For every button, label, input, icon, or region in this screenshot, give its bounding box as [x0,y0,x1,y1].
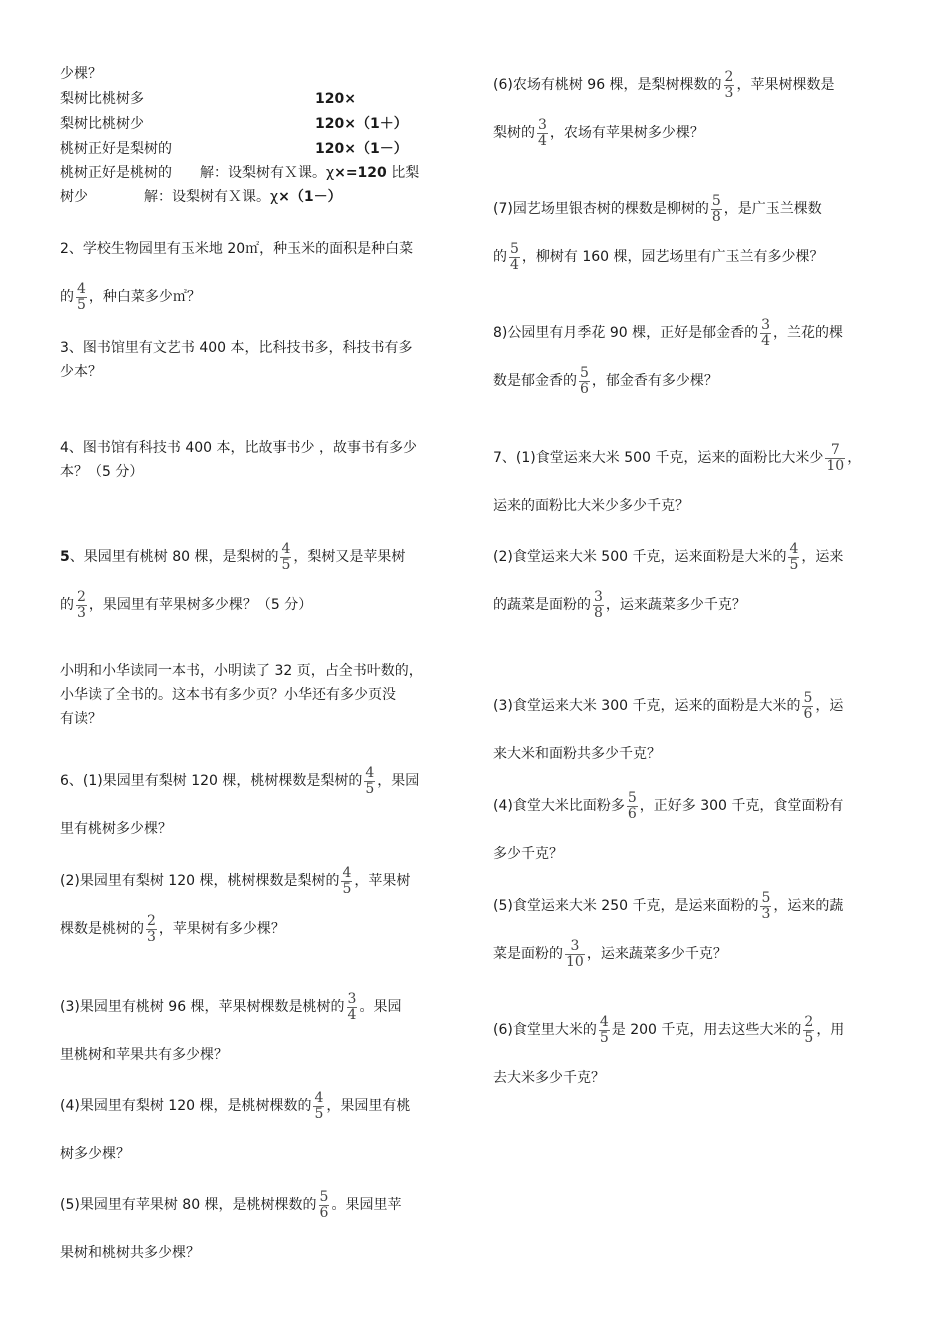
row-label: 梨树比桃树多 [60,91,144,107]
question-7-1: 7、(1)食堂运来大米 500 千克，运来的面粉比大米少 $\frac{7}{10}$ ， 运来的面粉比大米少多少千克？ [493,441,862,514]
fraction: $\frac{5}{6}$ [580,364,589,397]
question-2: 2、学校生物园里有玉米地 20㎡，种玉米的面积是种白菜 的 $\frac{4}{5}$ ，种白菜多少㎡？ [60,241,414,313]
question-7-6: (6)食堂里大米的 $\frac{4}{5}$ 是 200 千克，用去这些大米的 $\frac{2}{5}$ ，用 去大米多少千克？ [493,1013,845,1086]
fraction: $\frac{3}{10}$ [566,937,584,970]
row-label: 梨树比桃树少 [60,116,144,132]
question-7-2: (2)食堂运来大米 500 千克，运来面粉是大米的 $\frac{4}{5}$ ，运来 的蔬菜是面粉的 $\frac{3}{8}$ ，运来蔬菜多少千克？ [493,540,844,621]
fraction: $\frac{5}{6}$ [627,789,637,822]
question-6-3: (3)果园里有桃树 96 棵，苹果树棵数是桃树的 $\frac{3}{4}$ 。果园 里桃树和苹果共有多少棵？ [60,990,402,1063]
fraction: $\frac{5}{4}$ [510,240,519,273]
row-expression: 120×（1＋） [315,116,408,132]
fraction: $\frac{3}{4}$ [538,116,547,149]
row-expression: 120× [315,91,356,107]
fraction: $\frac{5}{6}$ [803,689,813,722]
fraction: $\frac{2}{5}$ [804,1013,814,1046]
row-expression: 120×（1－） [315,141,408,157]
fraction: $\frac{4}{5}$ [314,1089,324,1122]
question-6-2: (2)果园里有梨树 120 棵，桃树棵数是梨树的 $\frac{4}{5}$ ，苹果树 棵数是桃树的 $\frac{2}{3}$ ，苹果树有多少棵？ [60,864,411,945]
xiaoming-question: 小明和小华读同一本书，小明读了 32 页，占全书叶数的， 小华读了全书的。这本书有多少页？小华还有多少页没 有读？ [60,663,423,727]
text-line: 桃树正好是桃树的 解：设梨树有Ｘ课。χ×=120 比梨 [60,165,420,181]
question-8: 8)公园里有月季花 90 棵，正好是郁金香的 $\frac{3}{4}$ ，兰花的棵 数是郁金香的 $\frac{5}{6}$ ，郁金香有多少棵？ [493,316,844,397]
text-line: 树少 解：设梨树有Ｘ课。χ×（1－） [60,189,342,205]
fraction: $\frac{2}{3}$ [147,912,156,945]
fraction: $\frac{3}{8}$ [594,588,603,621]
question-5: 5、果园里有桃树 80 棵，是梨树的 $\frac{4}{5}$ ，梨树又是苹果树 的 $\frac{2}{3}$ ，果园里有苹果树多少棵？（5 分） [60,540,406,621]
fraction: $\frac{2}{3}$ [77,588,86,621]
question-6-7: (7)园艺场里银杏树的棵数是柳树的 $\frac{5}{8}$ ，是广玉兰棵数 的 $\frac{5}{4}$ ，柳树有 160 棵，园艺场里有广玉兰有多少棵？ [493,192,824,273]
fraction: $\frac{2}{3}$ [724,68,734,101]
question-6-6: (6)农场有桃树 96 棵，是梨树棵数的 $\frac{2}{3}$ ，苹果树棵数是 梨树的 $\frac{3}{4}$ ，农场有苹果树多少棵？ [493,68,835,149]
fraction: $\frac{5}{8}$ [711,192,721,225]
fraction: $\frac{5}{3}$ [761,889,771,922]
fraction: $\frac{7}{10}$ [826,441,845,474]
fraction: $\frac{3}{4}$ [347,990,357,1023]
fraction: $\frac{3}{4}$ [761,316,771,349]
fraction: $\frac{4}{5}$ [77,280,86,313]
question-6-1: 6、(1)果园里有梨树 120 棵，桃树棵数是梨树的 $\frac{4}{5}$ ，果园 里有桃树多少棵？ [60,764,420,837]
question-6-5: (5)果园里有苹果树 80 棵，是桃树棵数的 $\frac{5}{6}$ 。果园里苹 果树和桃树共多少棵？ [60,1188,402,1261]
fraction: $\frac{4}{5}$ [342,864,352,897]
question-7-4: (4)食堂大米比面粉多 $\frac{5}{6}$ ，正好多 300 千克，食堂面粉有 多少千克？ [493,789,844,862]
question-6-4: (4)果园里有梨树 120 棵，是桃树棵数的 $\frac{4}{5}$ ，果园里有桃 树多少棵？ [60,1089,411,1162]
fraction: $\frac{4}{5}$ [365,764,375,797]
fraction: $\frac{4}{5}$ [789,540,799,573]
question-7-3: (3)食堂运来大米 300 千克，运来的面粉是大米的 $\frac{5}{6}$ ，运 来大米和面粉共多少千克？ [493,689,844,762]
fraction: $\frac{5}{6}$ [319,1188,329,1221]
question-4: 4、图书馆有科技书 400 本，比故事书少 ，故事书有多少 本？（5 分） [60,440,417,480]
row-label: 桃树正好是梨树的 [60,141,172,157]
text-line: 少棵？ [60,66,102,82]
fraction: $\frac{4}{5}$ [281,540,291,573]
question-7-5: (5)食堂运来大米 250 千克，是运来面粉的 $\frac{5}{3}$ ，运来的蔬 菜是面粉的 $\frac{3}{10}$ ，运来蔬菜多少千克？ [493,889,844,970]
question-3: 3、图书馆里有文艺书 400 本，比科技书多，科技书有多 少本？ [60,340,413,380]
fraction: $\frac{4}{5}$ [599,1013,609,1046]
